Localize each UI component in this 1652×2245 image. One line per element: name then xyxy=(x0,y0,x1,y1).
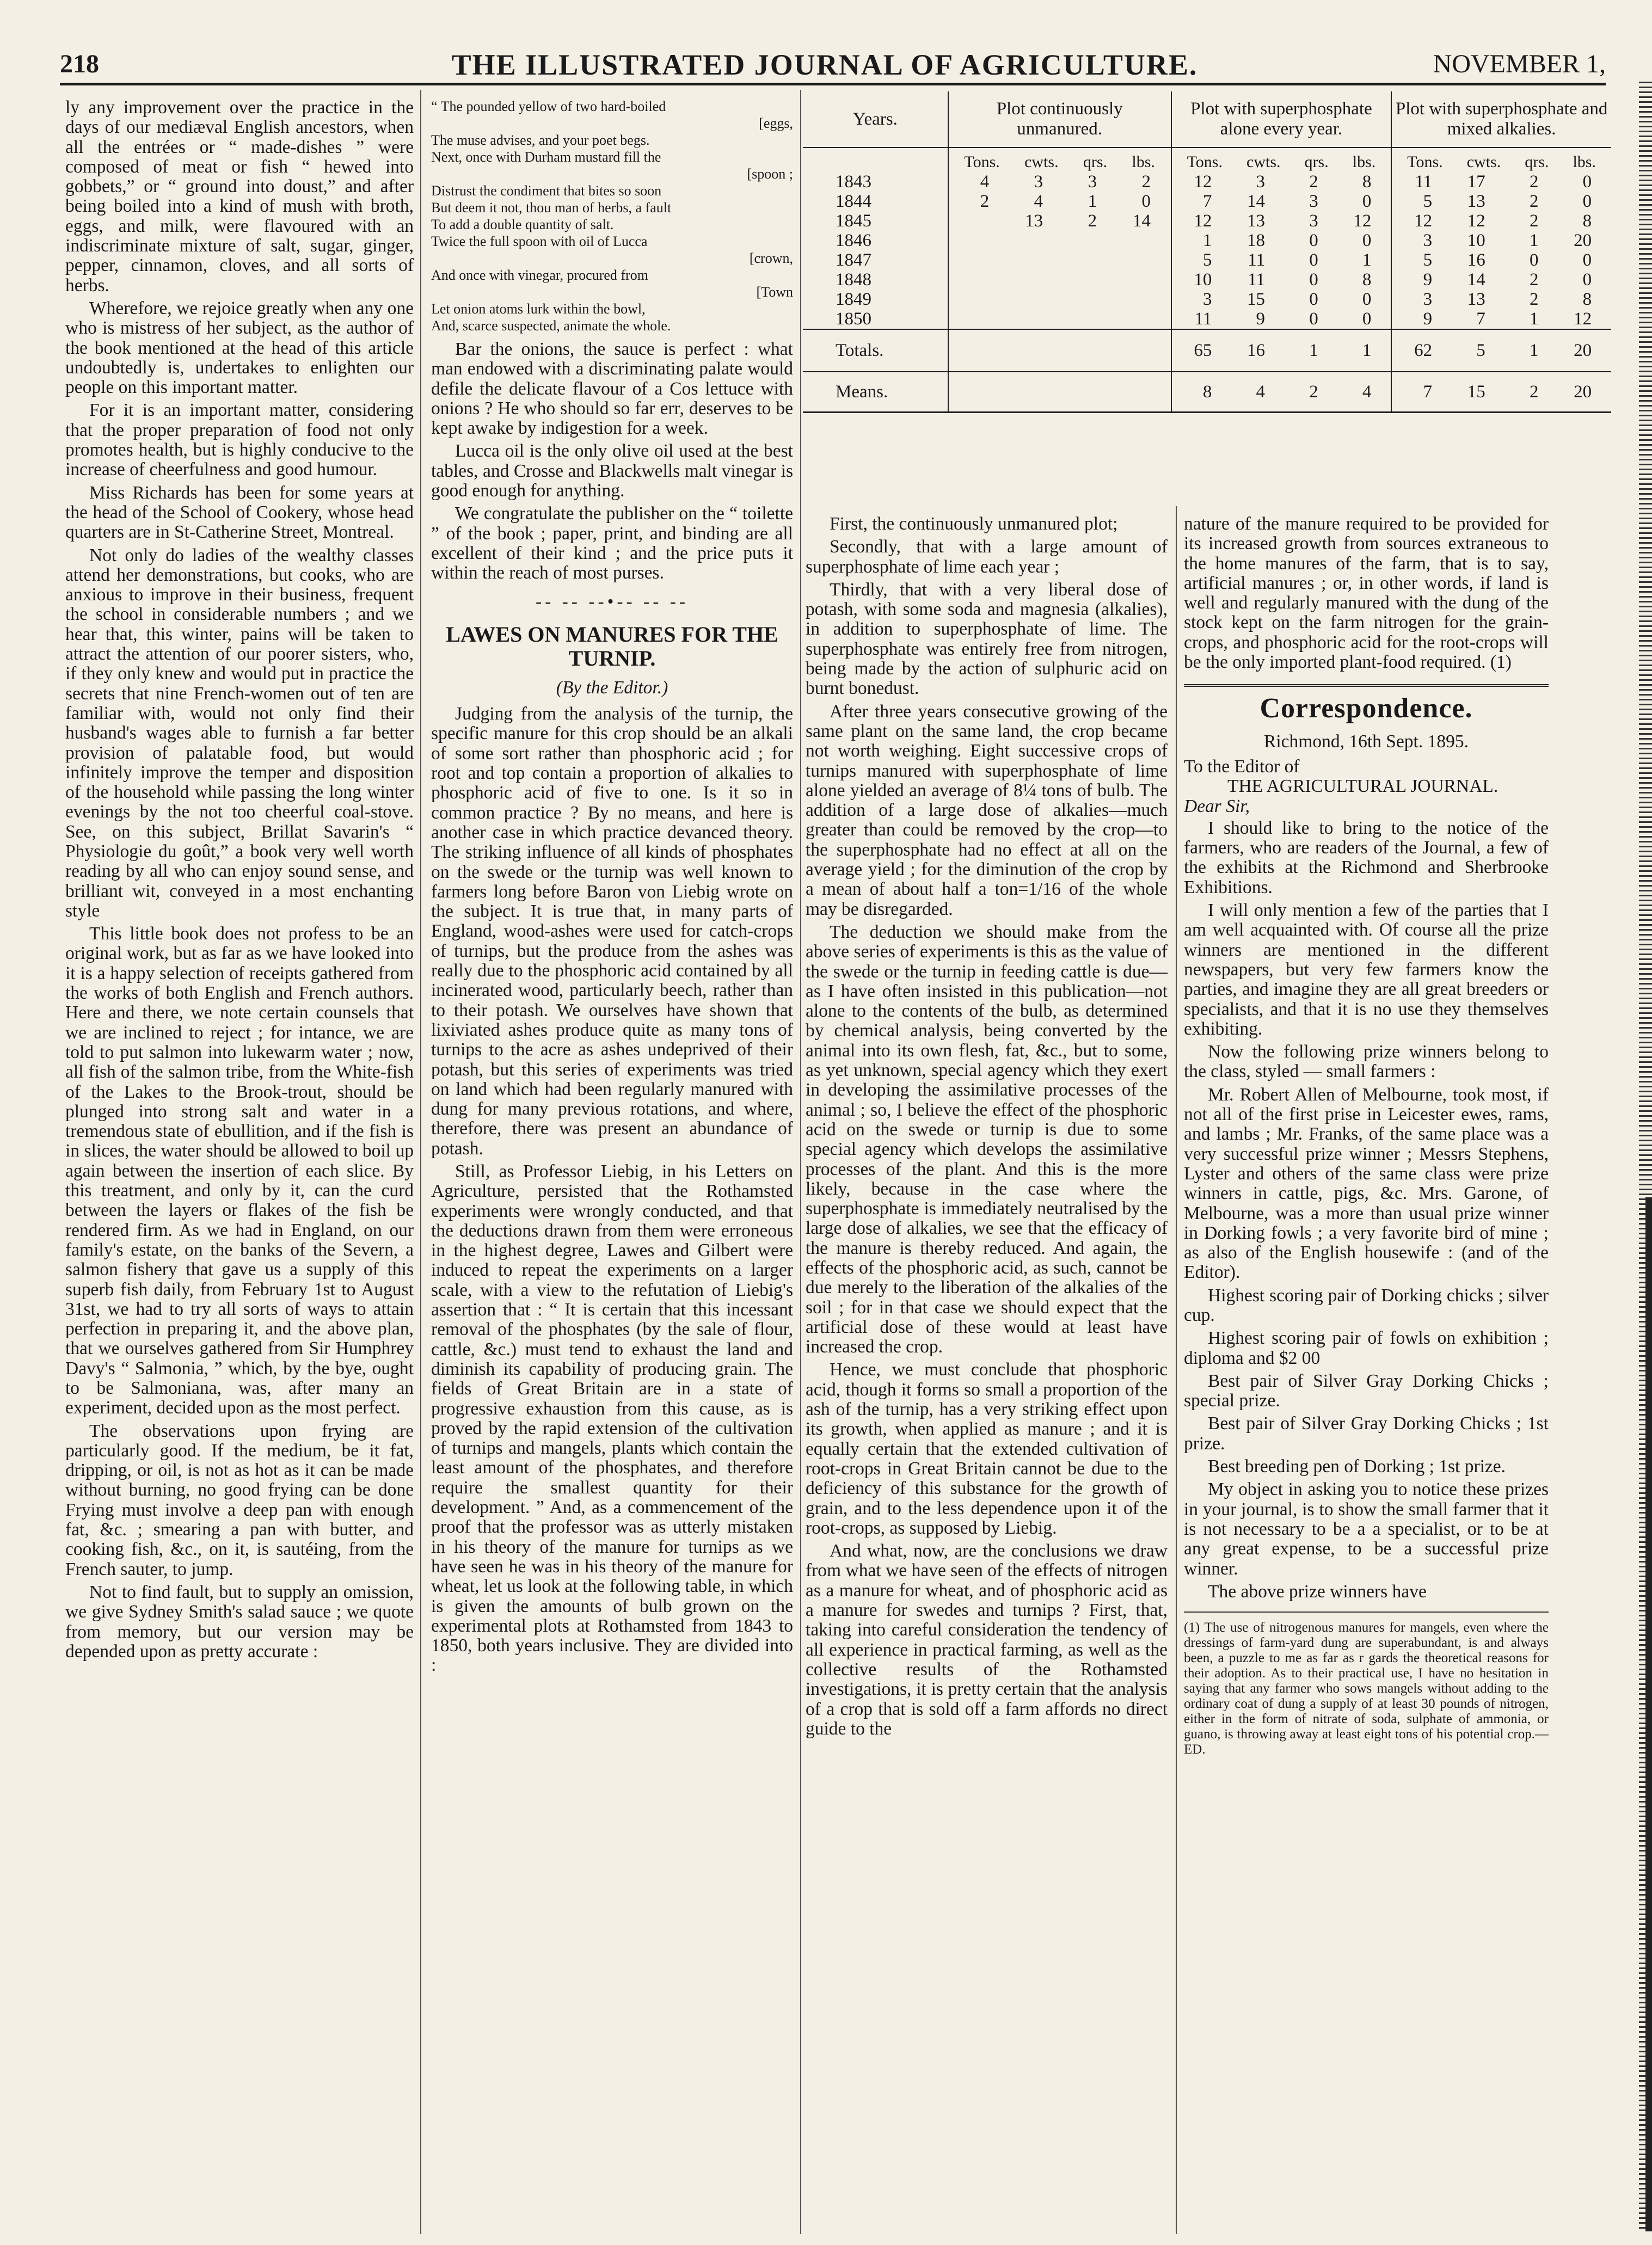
paragraph: ly any improvement over the practice in the days of our mediæval English ancestors, when all the entrées or “ made-dishes ” were composed of meat or fish “ hewed into gobbets,” or “ ground into doust,” and after being boiled into a kind of mush with broth, eggs, and milk, were flavoured with an indiscriminate mixture of salt, sugar, ginger, pepper, cinnamon, cloves, and all sorts of herbs. xyxy=(65,97,414,296)
table-row xyxy=(803,172,1611,192)
table-cell xyxy=(1171,147,1392,172)
table-cell-value: 11 xyxy=(1415,172,1433,192)
table-cell-value: 7 xyxy=(1476,309,1485,329)
paragraph: Best breeding pen of Dorking ; 1st prize. xyxy=(1208,1456,1506,1477)
units-group xyxy=(1175,152,1388,172)
value-group xyxy=(1175,309,1388,329)
value-group xyxy=(952,211,1168,231)
page-header xyxy=(38,38,1611,87)
table-cell xyxy=(1171,172,1392,192)
correspondence-title: Correspondence. xyxy=(1260,693,1473,724)
table-cell-value: 0 xyxy=(1309,270,1318,290)
poem-line: Next, once with Durham mustard fill the xyxy=(431,149,661,165)
poem-line: [eggs, xyxy=(759,115,793,131)
letter-to-line: To the Editor of xyxy=(1184,756,1300,777)
table-cell xyxy=(948,147,1171,172)
table-cell-value: 1 xyxy=(1529,231,1539,250)
table-cell xyxy=(1391,231,1611,250)
paragraph: Lucca oil is the only olive oil used at the best tables, and Crosse and Blackwells malt vinegar is good enough for anything. xyxy=(431,441,793,501)
table-cell-value: 11 xyxy=(1194,309,1212,329)
table-cell xyxy=(1391,329,1611,372)
table-cell-value: 20 xyxy=(1574,341,1592,360)
value-group xyxy=(1175,290,1388,309)
value-group xyxy=(1175,211,1388,231)
unit-label: qrs. xyxy=(1083,153,1108,171)
paragraph: Judging from the analysis of the turnip, the specific manure for this crop should be an alkali of some sort rather than phosphoric acid ; for root and top contain a proportion of alkalies to phosphoric acid of five to one. Is it so in common practice ? By no means, and here is another case in which practice devanced theory. The striking influence of all kinds of phosphates on the swede or the turnip was well known to farmers long before Baron von Liebig wrote on the subject. It is true that, in many parts of England, wood-ashes were used for catch-crops of turnips, but the produce from the ashes was really due to the phosphoric acid contained by all incinerated wood, particularly beech, rather than to their potash. We ourselves have shown that lixiviated ashes produce quite as many tons of turnips to the acre as ashes undeprived of their potash, but this series of experiments was tried on land which had been regularly manured with dung for many previous rotations, and where, therefore, there was present an abundance of potash. xyxy=(431,704,793,1159)
year-cell: 1849 xyxy=(836,290,871,309)
paragraph: Thirdly, that with a very liberal dose of potash, with some soda and magnesia (alkalies), in addition to superphosphate of lime. The superphosphate was entirely free from nitrogen, being made by the action of sulphuric acid on burnt bonedust. xyxy=(806,579,1168,699)
page-number: 218 xyxy=(60,50,99,78)
table-cell xyxy=(948,211,1171,231)
table-cell-value: 5 xyxy=(1423,192,1433,211)
table-cell-value: 62 xyxy=(1414,341,1433,360)
yield-table xyxy=(803,91,1611,413)
table-cell-value: 20 xyxy=(1574,231,1592,250)
table-cell-value: 8 xyxy=(1362,270,1372,290)
poem-line: But deem it not, thou man of herbs, a fault xyxy=(431,200,672,216)
section-rule xyxy=(1184,684,1549,687)
table-cell-value: 8 xyxy=(1582,211,1592,231)
means-row xyxy=(803,372,1611,413)
table-row xyxy=(803,270,1611,290)
poem-line: Let onion atoms lurk within the bowl, xyxy=(431,301,646,317)
table-cell-value: 7 xyxy=(1202,192,1212,211)
unit-label: lbs. xyxy=(1352,153,1376,171)
table-cell-value: 2 xyxy=(1529,270,1539,290)
table-cell-value: 3 xyxy=(1309,192,1318,211)
table-cell-value: 1 xyxy=(1529,341,1539,360)
table-cell-value: 3 xyxy=(1202,290,1212,309)
table-cell-value: 3 xyxy=(1423,231,1433,250)
table-cell xyxy=(1171,211,1392,231)
table-cell-value: 15 xyxy=(1467,382,1485,402)
column-2 xyxy=(431,98,793,1679)
table-cell-value: 10 xyxy=(1194,270,1212,290)
table-cell xyxy=(948,372,1171,413)
header-rule xyxy=(60,83,1606,85)
poem-line: The muse advises, and your poet begs. xyxy=(431,132,650,148)
table-row xyxy=(803,290,1611,309)
year-cell: 1847 xyxy=(836,250,871,270)
value-group xyxy=(952,192,1168,211)
row-label: Totals. xyxy=(803,329,948,372)
table-cell-value: 1 xyxy=(1362,250,1372,270)
table-cell-value: 16 xyxy=(1247,341,1266,360)
column-divider xyxy=(800,90,801,2234)
table-cell-value: 9 xyxy=(1423,270,1433,290)
poem-line: And once with vinegar, procured from xyxy=(431,267,648,283)
table-cell-value: 2 xyxy=(1309,172,1318,192)
poem-line: Twice the full spoon with oil of Lucca xyxy=(431,233,648,249)
value-group xyxy=(1175,270,1388,290)
unit-label: cwts. xyxy=(1024,153,1059,171)
column-header: Plot continuously unmanured. xyxy=(948,91,1171,147)
table-cell-value: 9 xyxy=(1423,309,1433,329)
paragraph: After three years consecutive growing of the same plant on the same land, the crop became not worth weighing. Eight successive crops of turnips manured with superphosphate of lime alone yielded an average of 8¼ tons of bulb. The addition of a large dose of alkalies—much greater than could be removed by the crop—to the superphosphate had no effect at all on the average yield ; for the diminution of the crop by a mean of about half a ton=1/16 of the whole may be disregarded. xyxy=(806,701,1168,919)
column-header: Years. xyxy=(803,91,948,147)
table-cell xyxy=(1391,270,1611,290)
value-group xyxy=(1395,341,1608,360)
paragraph: Best pair of Silver Gray Dorking Chicks ; 1st prize. xyxy=(1184,1413,1549,1454)
poem-line: [Town xyxy=(756,284,793,300)
table-cell-value: 16 xyxy=(1467,250,1485,270)
value-group xyxy=(1175,172,1388,192)
table-cell-value: 12 xyxy=(1574,309,1592,329)
unit-label: lbs. xyxy=(1132,153,1155,171)
units-group xyxy=(952,152,1168,172)
column-header: Plot with superphosphate and mixed alkalies. xyxy=(1391,91,1611,147)
paragraph: My object in asking you to notice these prizes in your journal, is to show the small farmer that it is not necessary to be a a specialist, or to be at any great expense, to be a successful prize winner. xyxy=(1184,1479,1549,1579)
table-cell-value: 2 xyxy=(1529,290,1539,309)
table-cell xyxy=(948,270,1171,290)
value-group xyxy=(1175,231,1388,250)
year-cell: 1843 xyxy=(836,172,871,192)
paragraph: The deduction we should make from the above series of experiments is this as the value of the swede or the turnip in feeding cattle is due—as I have often insisted in this publication—not alone to the contents of the bulb, as determined by chemical analysis, being converted by the animal into its own flesh, fat, &c., but to some, as yet unknown, special agency which they exert in developing the assimilative processes of the animal ; so, I believe the effect of the phosphoric acid on the swede or turnip is due to some special agency which develops the assimilative processes of the plant. And this is the more likely, because in the case where the superphosphate is immediately neutralised by the large dose of alkalies, we see that the efficacy of the manure is thereby reduced. And again, the effects of the phosphoric acid, as such, cannot be due merely to the liberation of the alkalies of the soil ; for in that case we should expect that the artificial dose of these would at least have increased the crop. xyxy=(806,921,1168,1357)
table-cell xyxy=(1171,372,1392,413)
table-cell xyxy=(1171,250,1392,270)
table-cell xyxy=(1171,270,1392,290)
page-edge-shadow xyxy=(1645,1197,1652,2231)
table-cell-value: 0 xyxy=(1362,231,1372,250)
table-cell-value: 3 xyxy=(1034,172,1043,192)
table-cell-value: 4 xyxy=(1362,382,1372,402)
paragraph: Now the following prize winners belong to the class, styled — small farmers : xyxy=(1184,1042,1549,1082)
value-group xyxy=(1175,192,1388,211)
unit-label: Tons. xyxy=(1187,153,1223,171)
totals-row xyxy=(803,329,1611,372)
table-cell-value: 2 xyxy=(1529,211,1539,231)
table-cell-value: 11 xyxy=(1248,250,1266,270)
unit-label: Tons. xyxy=(1407,153,1443,171)
table-cell-value: 0 xyxy=(1529,250,1539,270)
table-cell-value: 7 xyxy=(1423,382,1433,402)
table-cell xyxy=(1391,309,1611,329)
paragraph: We congratulate the publisher on the “ toilette ” of the book ; paper, print, and binding are all excellent of their kind ; and the price puts it within the reach of most purses. xyxy=(431,503,793,583)
section-separator: -- -- --•-- -- -- xyxy=(535,591,689,612)
table-cell-value: 2 xyxy=(1529,192,1539,211)
table-cell-value: 5 xyxy=(1423,250,1433,270)
table-cell-value: 0 xyxy=(1141,192,1151,211)
value-group xyxy=(1395,231,1608,250)
table-cell xyxy=(1391,192,1611,211)
table-cell-value: 0 xyxy=(1309,250,1318,270)
units-row xyxy=(803,147,1611,172)
table-cell-value: 2 xyxy=(1529,382,1539,402)
unit-label: cwts. xyxy=(1466,153,1501,171)
paragraph: Best pair of Silver Gray Dorking Chicks ; special prize. xyxy=(1184,1370,1549,1411)
unit-label: lbs. xyxy=(1573,153,1596,171)
table-row xyxy=(803,211,1611,231)
table-cell xyxy=(948,172,1171,192)
table-cell xyxy=(948,290,1171,309)
table-cell-value: 3 xyxy=(1256,172,1266,192)
table-cell-value: 4 xyxy=(980,172,990,192)
table-cell-value: 1 xyxy=(1362,341,1372,360)
value-group xyxy=(1395,290,1608,309)
paragraph: And what, now, are the conclusions we draw from what we have seen of the effects of nitrogen as a manure for wheat, and of phosphoric acid as a manure for swedes and turnips ? First, that, taking into careful consideration the tendency of all experience in practical farming, as well as the collective results of the Rothamsted investigations, it is pretty certain that the analysis of a crop that is sold off a farm affords no direct guide to the xyxy=(806,1541,1168,1739)
table-cell-value: 4 xyxy=(1256,382,1266,402)
year-cell: 1848 xyxy=(836,270,871,290)
table-cell-value: 1 xyxy=(1088,192,1097,211)
year-cell: 1844 xyxy=(836,192,871,211)
table-cell-value: 2 xyxy=(1088,211,1097,231)
table-cell-value: 65 xyxy=(1194,341,1212,360)
table-cell-value: 12 xyxy=(1467,211,1485,231)
table-cell-value: 9 xyxy=(1256,309,1266,329)
table-cell-value: 1 xyxy=(1529,309,1539,329)
table-row xyxy=(803,192,1611,211)
table-cell-value: 2 xyxy=(1309,382,1318,402)
value-group xyxy=(1175,341,1388,360)
table-cell-value: 14 xyxy=(1467,270,1485,290)
paragraph: For it is an important matter, considering that the proper preparation of food not only promotes health, but is highly conducive to the increase of cheerfulness and good humour. xyxy=(65,400,414,480)
table-cell-value: 8 xyxy=(1202,382,1212,402)
table-cell-value: 2 xyxy=(1529,172,1539,192)
table-cell-value: 3 xyxy=(1088,172,1097,192)
column-4 xyxy=(1184,514,1549,1757)
year-cell: 1846 xyxy=(836,231,871,250)
row-label: Means. xyxy=(803,372,948,413)
table-cell-value: 4 xyxy=(1034,192,1043,211)
poem-line: “ The pounded yellow of two hard-boiled xyxy=(431,99,666,114)
value-group xyxy=(1395,172,1608,192)
table-cell xyxy=(1391,250,1611,270)
table-cell-value: 2 xyxy=(980,192,990,211)
table-cell-value: 5 xyxy=(1202,250,1212,270)
value-group xyxy=(1175,382,1388,402)
poem-line: [crown, xyxy=(749,250,793,266)
value-group xyxy=(1175,250,1388,270)
column-3 xyxy=(806,514,1168,1742)
table-cell xyxy=(948,309,1171,329)
table-cell-value: 8 xyxy=(1582,290,1592,309)
table-cell-value: 12 xyxy=(1194,172,1212,192)
article-title: LAWES ON MANURES FOR THE TURNIP. xyxy=(446,622,778,671)
column-header: Plot with superphosphate alone every year. xyxy=(1171,91,1392,147)
table-cell xyxy=(1391,290,1611,309)
year-cell: 1845 xyxy=(836,211,871,231)
table-cell-value: 0 xyxy=(1309,290,1318,309)
table-cell-value: 1 xyxy=(1309,341,1318,360)
issue-date: NOVEMBER 1, xyxy=(1433,50,1606,78)
table-cell-value: 18 xyxy=(1247,231,1266,250)
table-cell-value: 13 xyxy=(1467,192,1485,211)
table-cell-value: 13 xyxy=(1025,211,1043,231)
value-group xyxy=(1395,211,1608,231)
paragraph: Highest scoring pair of Dorking chicks ; silver cup. xyxy=(1184,1285,1549,1325)
letter-journal-name: THE AGRICULTURAL JOURNAL. xyxy=(1227,776,1499,797)
article-byline: (By the Editor.) xyxy=(556,677,668,698)
table-cell xyxy=(948,192,1171,211)
table-cell-value: 2 xyxy=(1141,172,1151,192)
column-divider xyxy=(1176,506,1177,2234)
table-cell-value: 17 xyxy=(1467,172,1485,192)
table-cell-value: 13 xyxy=(1247,211,1266,231)
paragraph: Wherefore, we rejoice greatly when any one who is mistress of her subject, as the author of the book mentioned at the head of this article undoubtedly is, undertakes to enlighten our people on this important matter. xyxy=(65,298,414,398)
table-header-row xyxy=(803,91,1611,147)
letter-place-date: Richmond, 16th Sept. 1895. xyxy=(1264,731,1469,752)
table-row xyxy=(803,250,1611,270)
table-cell-value: 13 xyxy=(1467,290,1485,309)
poem-line: [spoon ; xyxy=(747,166,793,182)
table-cell-value: 0 xyxy=(1582,250,1592,270)
paragraph: Miss Richards has been for some years at the head of the School of Cookery, whose head quarters are in St-Catherine Street, Montreal. xyxy=(65,482,414,543)
table-cell-value: 1 xyxy=(1202,231,1212,250)
paragraph: The observations upon frying are particularly good. If the medium, be it fat, dripping, or oil, is not as hot as it can be made without burning, no good frying can be done Frying must involve a deep pan with enough fat, &c. ; smearing a pan with butter, and cooking fish, &c., on it, is sautéing, from the French sauter, to jump. xyxy=(65,1420,414,1579)
year-cell: 1850 xyxy=(836,309,871,329)
table-cell-value: 0 xyxy=(1362,309,1372,329)
value-group xyxy=(952,172,1168,192)
paragraph: I should like to bring to the notice of the farmers, who are readers of the Journal, a few of the exhibits at the Richmond and Sherbrooke Exhibitions. xyxy=(1184,817,1549,897)
poem-line: Distrust the condiment that bites so soon xyxy=(431,183,662,199)
table-cell-value: 14 xyxy=(1247,192,1266,211)
table-row xyxy=(803,231,1611,250)
table-cell xyxy=(1171,309,1392,329)
journal-title: THE ILLUSTRATED JOURNAL OF AGRICULTURE. xyxy=(451,48,1198,81)
table-cell xyxy=(1171,329,1392,372)
table-cell-value: 11 xyxy=(1248,270,1266,290)
paragraph: nature of the manure required to be provided for its increased growth from sources extraneous to the home manures of the farm, that is to say, artificial manures ; or, in other words, if land is well and regularly manured with the dung of the stock kept on the farm nitrogen for the grain-crops, and phosphoric acid for the root-crops will be the only imported plant-food required. (1) xyxy=(1184,514,1549,673)
paragraph: First, the continuously unmanured plot; xyxy=(830,514,1118,534)
table-cell xyxy=(1171,290,1392,309)
table-cell-value: 8 xyxy=(1362,172,1372,192)
table-cell xyxy=(1171,192,1392,211)
table-cell-value: 0 xyxy=(1582,270,1592,290)
table-cell-value: 0 xyxy=(1582,172,1592,192)
paragraph: I will only mention a few of the parties that I am well acquainted with. Of course all the prize winners are mentioned in the different newspapers, but very few farmers know the parties, and imagine they are all great breeders or specialists, and that it is no use they themselves exhibiting. xyxy=(1184,900,1549,1039)
unit-label: qrs. xyxy=(1525,153,1549,171)
paragraph: The above prize winners have xyxy=(1208,1581,1427,1602)
table-cell-value: 14 xyxy=(1133,211,1151,231)
paragraph: Not only do ladies of the wealthy classes attend her demonstrations, but cooks, who are anxious to improve in their business, frequent the school in considerable numbers ; and we hear that, this winter, pains will be taken to attract the attention of our poorer sisters, who, if they only knew and would put in practice the secrets that nine French-women out of ten are familiar with, would not only find their husband's wages able to furnish a far better provision of palatable food, but would infinitely improve the temper and disposition of the household while passing the long winter evenings by the not too cheerful coal-stove. See, on this subject, Brillat Savarin's “ Physiologie du goût,” a book very well worth reading by all who can enjoy sound sense, and brilliant wit, conveyed in a most enchanting style xyxy=(65,545,414,921)
table-cell-value: 20 xyxy=(1574,382,1592,402)
table-row xyxy=(803,309,1611,329)
table-cell xyxy=(948,231,1171,250)
paragraph: Secondly, that with a large amount of superphosphate of lime each year ; xyxy=(806,537,1168,577)
value-group xyxy=(1395,270,1608,290)
paragraph: Bar the onions, the sauce is perfect : what man endowed with a discriminating palate would defile the delicate flavour of a Cos lettuce with onions ? He who should so far err, deserves to be kept awake by indigestion for a week. xyxy=(431,339,793,439)
table-cell-value: 12 xyxy=(1194,211,1212,231)
table-cell-value: 0 xyxy=(1582,192,1592,211)
table-cell xyxy=(1391,372,1611,413)
table-cell-value xyxy=(968,211,989,231)
paragraph: Mr. Robert Allen of Melbourne, took most, if not all of the first prise in Leicester ewes, rams, and lambs ; Mr. Franks, of the same place was a very successful prize winner ; Messrs Stephens, Lyster and others of the same class were prize winners in cattle, pigs, &c. Mrs. Garone, of Melbourne, was a more than usual prize winner in Dorking fowls ; a very favorite bird of mine ; as also of the English housewife : (and of the Editor). xyxy=(1184,1084,1549,1283)
table-cell xyxy=(1391,211,1611,231)
paragraph: Hence, we must conclude that phosphoric acid, though it forms so small a proportion of the ash of the turnip, has a very striking effect upon its growth, when applied as manure ; and it is equally certain that the extended cultivation of root-crops in Great Britain cannot be due to the deficiency of this substance for the growth of grain, and to the less dependence upon it of the root-crops, as supposed by Liebig. xyxy=(806,1360,1168,1538)
footnote: (1) The use of nitrogenous manures for mangels, even where the dressings of farm-yard dung are superabundant, is and always been, a puzzle to me as far as r gards the theoretical reasons for their adoption. As to their practical use, I have no hesitation in saying that any farmer who sows mangels without adding to the ordinary coat of dung a supply of at least 30 pounds of nitrogen, either in the form of nitrate of soda, sulphate of ammonia, or guano, is throwing away at least eight tons of his potential crop.—ED. xyxy=(1184,1612,1549,1757)
paragraph: This little book does not profess to be an original work, but as far as we have looked into it is a happy selection of receipts gathered from the works of both English and French authors. Here and there, we note certain counsels that we are inclined to reject ; for intance, we are told to put salmon into lukewarm water ; now, all fish of the salmon tribe, from the White-fish of the Lakes to the Brook-trout, should be plunged into strong salt and water in a tremendous state of ebullition, and if the fish is in slices, the water should be allowed to boil up again between the insertion of each slice. By this treatment, and only by it, can the curd between the layers or flakes of the fish be rendered firm. As we had in England, on our family's estate, on the banks of the Severn, a salmon fishery that gave us a supply of this superb fish daily, from February 1st to August 31st, we had to try all sorts of ways to attain perfection in preparing it, and the above plan, that we ourselves gathered from Sir Humphrey Davy's “ Salmonia, ” which, by the bye, ought to be Salmoniana, was, after many an experiment, decided upon as the most perfect. xyxy=(65,924,414,1418)
unit-label: cwts. xyxy=(1246,153,1281,171)
poem-line: And, scarce suspected, animate the whole. xyxy=(431,318,671,334)
table-cell-value: 0 xyxy=(1309,309,1318,329)
paragraph: Highest scoring pair of fowls on exhibition ; diploma and $2 00 xyxy=(1184,1328,1549,1368)
table-cell-value: 12 xyxy=(1353,211,1372,231)
salad-poem xyxy=(431,98,793,334)
value-group xyxy=(1395,192,1608,211)
table-cell xyxy=(948,250,1171,270)
table-cell-value: 0 xyxy=(1362,290,1372,309)
table-cell-value: 0 xyxy=(1362,192,1372,211)
value-group xyxy=(1395,250,1608,270)
column-1 xyxy=(65,98,414,1665)
table-cell-value: 15 xyxy=(1247,290,1266,309)
table-cell-value: 5 xyxy=(1476,341,1485,360)
table-cell-value: 3 xyxy=(1309,211,1318,231)
units-group xyxy=(1395,152,1608,172)
letter-salutation: Dear Sir, xyxy=(1184,796,1250,816)
paragraph: Not to find fault, but to supply an omission, we give Sydney Smith's salad sauce ; we quote from memory, but our version may be depended upon as pretty accurate : xyxy=(65,1582,414,1662)
table-cell xyxy=(1391,172,1611,192)
value-group xyxy=(1395,382,1608,402)
table-cell xyxy=(948,329,1171,372)
paragraph: Still, as Professor Liebig, in his Letters on Agriculture, persisted that the Rothamsted experiments were wrongly conducted, and that the deductions drawn from them were erroneous in the highest degree, Lawes and Gilbert were induced to repeat the experiments on a larger scale, with a view to the refutation of Liebig's assertion that : “ It is certain that this incessant removal of the phosphates (by the sale of flour, cattle, &c.) must tend to exhaust the land and diminish its capability of producing grain. The fields of Great Britain are in a state of progressive exhaustion from this cause, as is proved by the rapid extension of the cultivation of turnips and mangels, plants which contain the least amount of the phosphates, and therefore require the smallest quantity for their development. ” And, as a commencement of the proof that the professor was as utterly mistaken in his theory of the manure for turnips as we have seen he was in his theory of the manure for wheat, let us look at the following table, in which is given the amounts of bulb grown on the experimental plots at Rothamsted from 1843 to 1850, both years inclusive. They are divided into : xyxy=(431,1161,793,1676)
table-cell-value: 12 xyxy=(1414,211,1433,231)
table-cell-value: 10 xyxy=(1467,231,1485,250)
table-cell-value: 0 xyxy=(1309,231,1318,250)
unit-label: qrs. xyxy=(1304,153,1329,171)
value-group xyxy=(1395,309,1608,329)
table-cell xyxy=(803,147,948,172)
unit-label: Tons. xyxy=(964,153,1000,171)
column-divider xyxy=(420,90,421,2234)
table-cell xyxy=(1391,147,1611,172)
poem-line: To add a double quantity of salt. xyxy=(431,217,614,232)
table-cell xyxy=(1171,231,1392,250)
table-cell-value: 3 xyxy=(1423,290,1433,309)
